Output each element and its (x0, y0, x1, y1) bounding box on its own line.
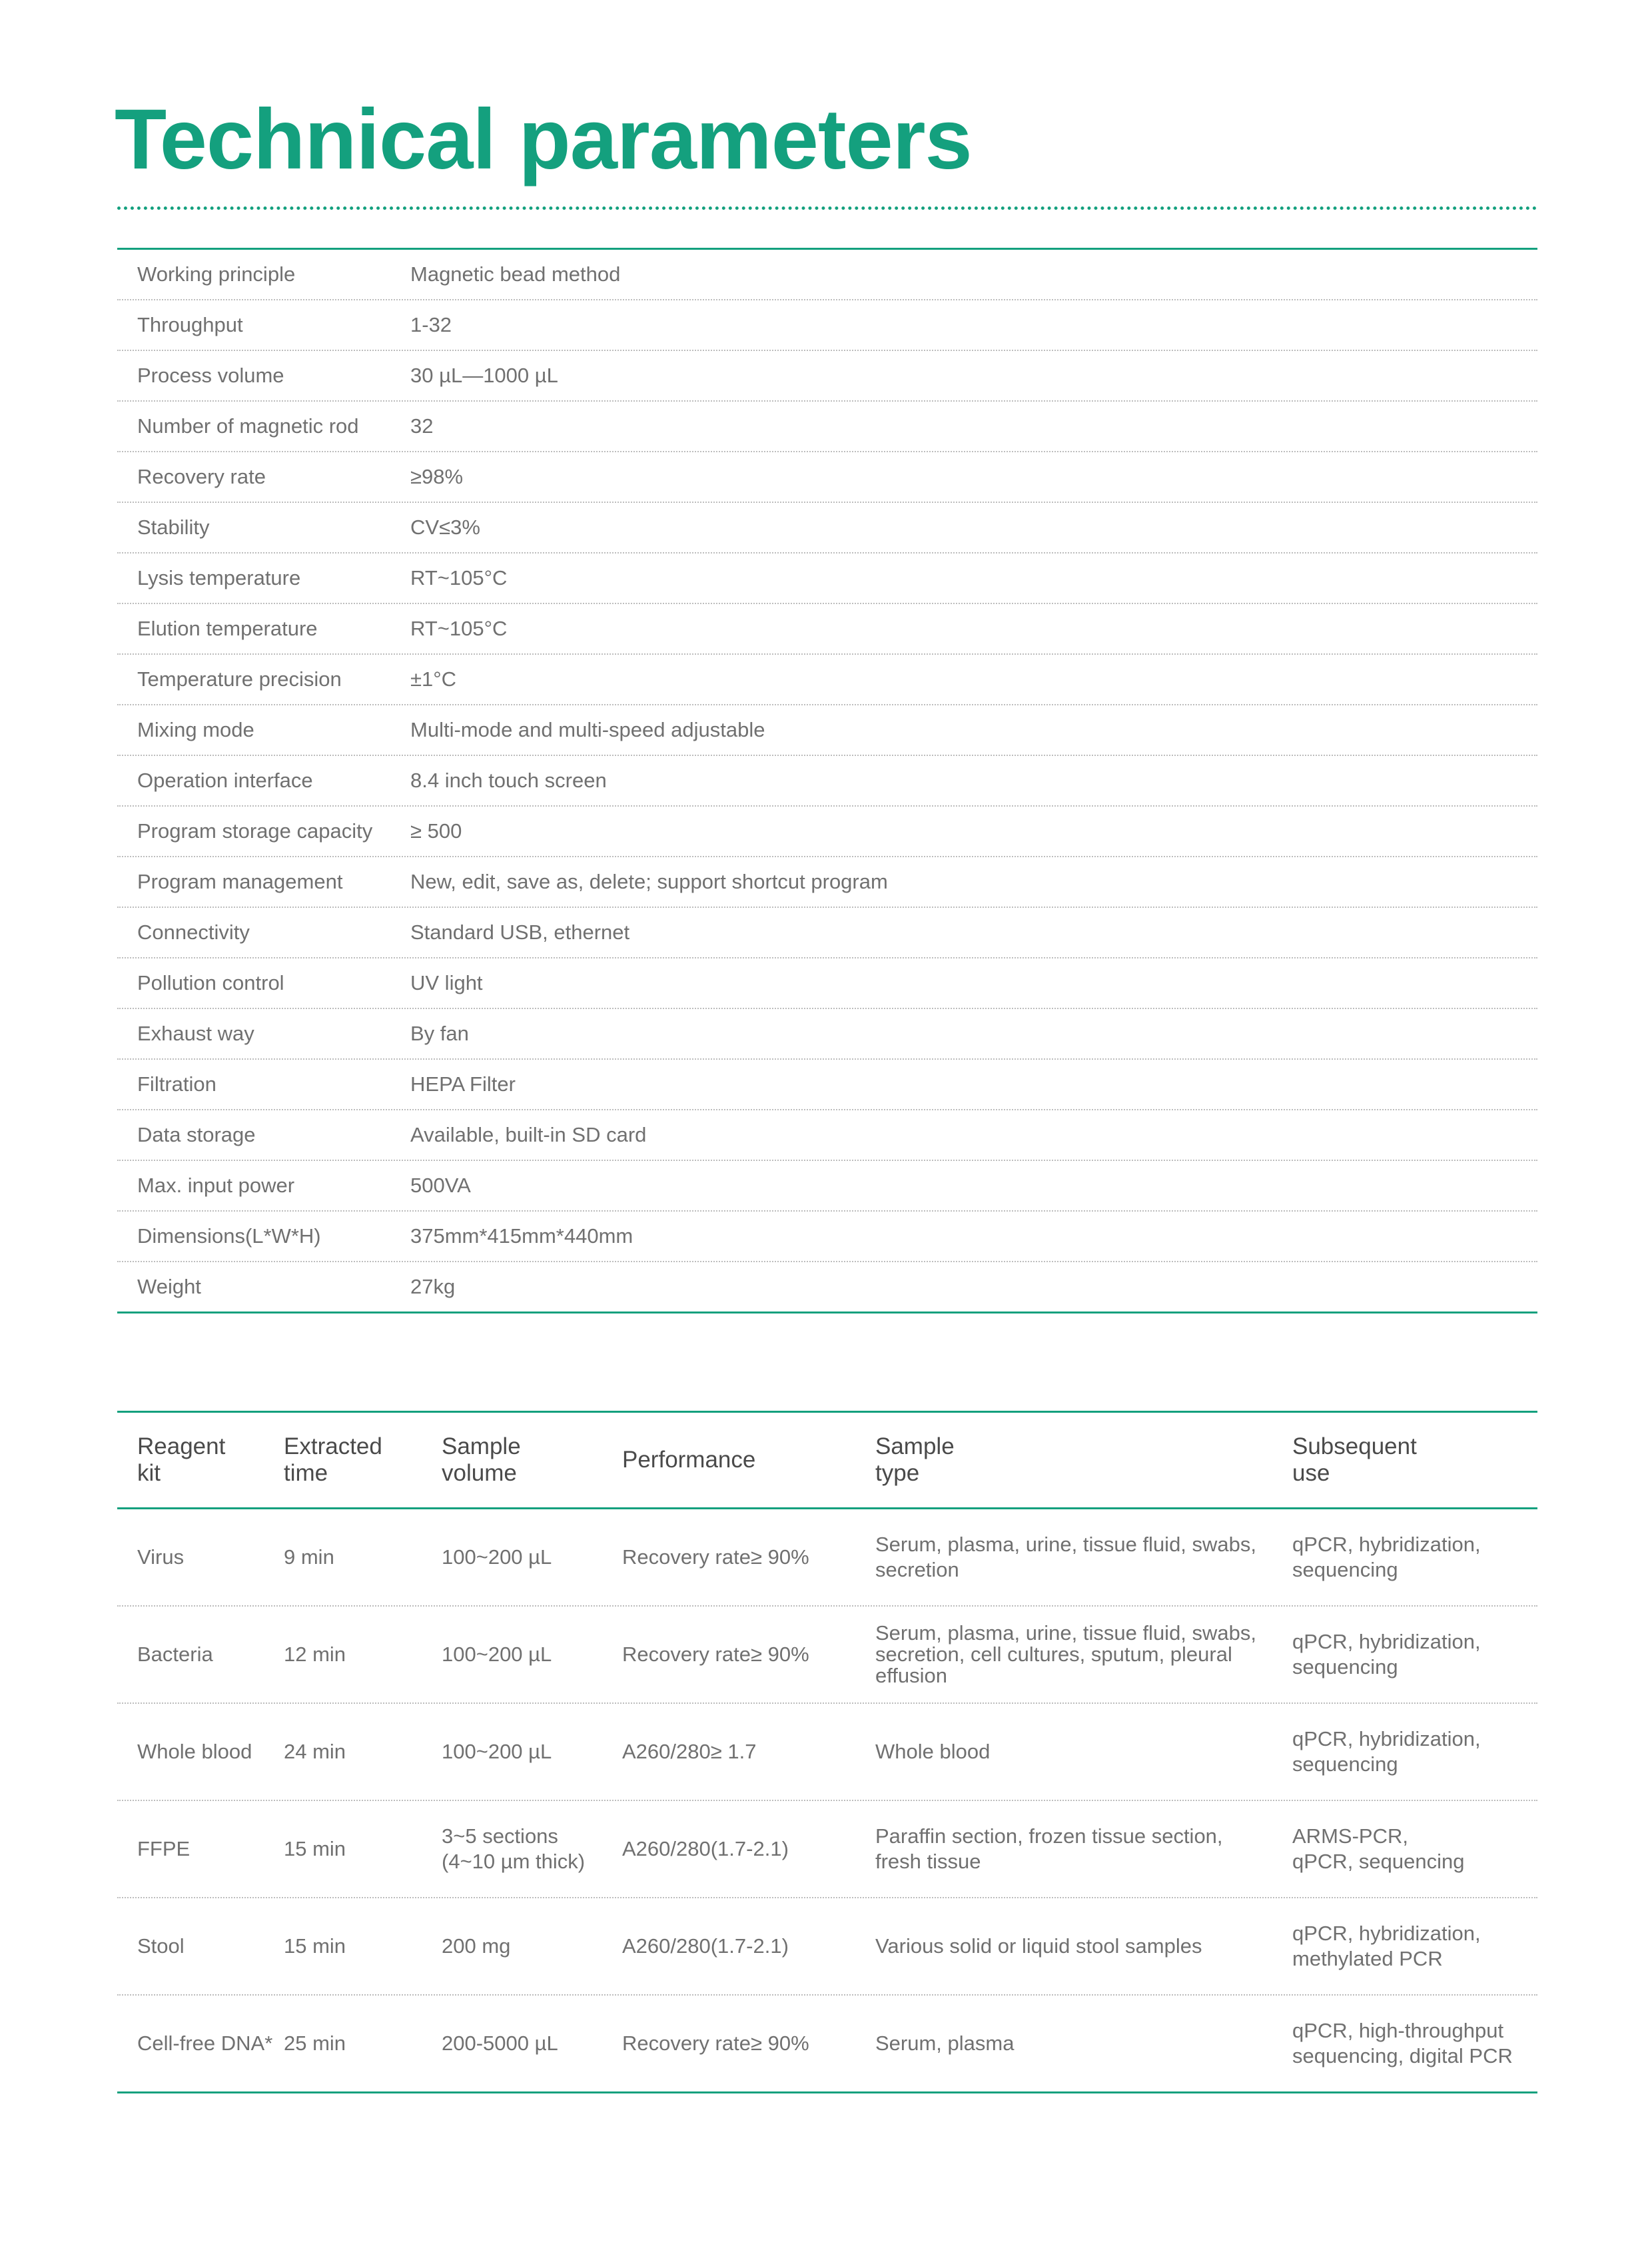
spec-value: 500VA (410, 1174, 471, 1197)
table-row (117, 1704, 1537, 1801)
table-row (117, 1996, 1537, 2091)
spec-value: RT~105°C (410, 566, 508, 589)
cell-sample-volume: 200-5000 µL (442, 2032, 558, 2055)
spec-label: Operation interface (137, 769, 313, 792)
header-sample-volume: Sample volume (442, 1433, 521, 1486)
spec-row (117, 554, 1537, 604)
spec-value: HEPA Filter (410, 1072, 516, 1096)
cell-reagent-kit: Virus (137, 1545, 185, 1569)
spec-label: Process volume (137, 364, 284, 387)
cell-reagent-kit: Whole blood (137, 1740, 252, 1763)
spec-row (117, 1262, 1537, 1311)
spec-label: Connectivity (137, 921, 250, 944)
cell-sample-volume: 3~5 sections (4~10 µm thick) (442, 1824, 586, 1873)
spec-row (117, 1161, 1537, 1212)
cell-sample-volume: 100~200 µL (442, 1545, 552, 1569)
cell-extracted-time: 12 min (284, 1643, 346, 1666)
cell-sample-type: Whole blood (875, 1740, 991, 1763)
spec-value: New, edit, save as, delete; support shortcut program (410, 870, 888, 893)
spec-row (117, 756, 1537, 807)
cell-extracted-time: 9 min (284, 1545, 334, 1569)
cell-performance: Recovery rate≥ 90% (622, 1545, 809, 1569)
spec-label: Program management (137, 870, 343, 893)
spec-row (117, 1212, 1537, 1262)
table-row (117, 1607, 1537, 1704)
spec-row (117, 908, 1537, 958)
spec-value: 375mm*415mm*440mm (410, 1224, 633, 1248)
cell-subsequent-use: qPCR, hybridization, sequencing (1292, 1533, 1481, 1581)
header-subsequent-use: Subsequent use (1292, 1433, 1417, 1486)
spec-value: 8.4 inch touch screen (410, 769, 607, 792)
spec-row (117, 655, 1537, 705)
spec-row (117, 503, 1537, 554)
spec-row (117, 250, 1537, 300)
spec-value: ≥ 500 (410, 819, 462, 843)
cell-subsequent-use: qPCR, hybridization, sequencing (1292, 1630, 1481, 1679)
table-row (117, 1898, 1537, 1996)
spec-value: ±1°C (410, 667, 457, 691)
spec-row (117, 452, 1537, 503)
spec-label: Lysis temperature (137, 566, 301, 589)
cell-subsequent-use: qPCR, hybridization, methylated PCR (1292, 1922, 1481, 1970)
header-performance: Performance (622, 1447, 756, 1473)
spec-row (117, 958, 1537, 1009)
cell-performance: Recovery rate≥ 90% (622, 1643, 809, 1666)
spec-label: Dimensions(L*W*H) (137, 1224, 321, 1248)
spec-label: Working principle (137, 262, 296, 286)
cell-sample-type: Serum, plasma (875, 2032, 1015, 2055)
spec-row (117, 1060, 1537, 1110)
spec-value: UV light (410, 971, 483, 994)
spec-label: Mixing mode (137, 718, 254, 741)
spec-row (117, 807, 1537, 857)
cell-reagent-kit: Cell-free DNA* (137, 2032, 273, 2055)
spec-label: Filtration (137, 1072, 216, 1096)
cell-extracted-time: 15 min (284, 1934, 346, 1958)
cell-reagent-kit: Stool (137, 1934, 185, 1958)
cell-subsequent-use: qPCR, high-throughput sequencing, digital PCR (1292, 2019, 1513, 2067)
reagent-kit-table (117, 1411, 1537, 2093)
spec-table (117, 248, 1537, 1313)
cell-sample-volume: 100~200 µL (442, 1643, 552, 1666)
cell-extracted-time: 25 min (284, 2032, 346, 2055)
spec-label: Exhaust way (137, 1022, 254, 1045)
cell-subsequent-use: qPCR, hybridization, sequencing (1292, 1727, 1481, 1776)
spec-label: Program storage capacity (137, 819, 373, 843)
cell-sample-type: Serum, plasma, urine, tissue fluid, swabs, secretion (875, 1533, 1257, 1581)
header-extracted-time: Extracted time (284, 1433, 382, 1486)
spec-label: Temperature precision (137, 667, 342, 691)
cell-sample-type: Serum, plasma, urine, tissue fluid, swabs, secretion, cell cultures, sputum, pleural effusion (875, 1621, 1257, 1687)
table-row (117, 1509, 1537, 1607)
spec-label: Number of magnetic rod (137, 414, 359, 438)
spec-row (117, 1110, 1537, 1161)
cell-sample-type: Various solid or liquid stool samples (875, 1934, 1202, 1958)
cell-performance: Recovery rate≥ 90% (622, 2032, 809, 2055)
spec-value: Multi-mode and multi-speed adjustable (410, 718, 765, 741)
cell-performance: A260/280(1.7-2.1) (622, 1837, 789, 1860)
spec-value: 30 µL—1000 µL (410, 364, 558, 387)
spec-label: Pollution control (137, 971, 284, 994)
cell-performance: A260/280(1.7-2.1) (622, 1934, 789, 1958)
spec-row (117, 402, 1537, 452)
spec-value: Available, built-in SD card (410, 1123, 647, 1146)
spec-value: 1-32 (410, 313, 452, 336)
spec-value: ≥98% (410, 465, 464, 488)
spec-row (117, 1009, 1537, 1060)
cell-reagent-kit: Bacteria (137, 1643, 213, 1666)
spec-value: By fan (410, 1022, 469, 1045)
spec-row (117, 705, 1537, 756)
page-title: Technical parameters (115, 92, 972, 187)
cell-reagent-kit: FFPE (137, 1837, 191, 1860)
spec-row (117, 857, 1537, 908)
cell-sample-type: Paraffin section, frozen tissue section, fresh tissue (875, 1824, 1223, 1873)
cell-extracted-time: 24 min (284, 1740, 346, 1763)
header-reagent-kit: Reagent kit (137, 1433, 226, 1486)
cell-sample-volume: 200 mg (442, 1934, 511, 1958)
spec-value: 32 (410, 414, 434, 438)
spec-value: 27kg (410, 1275, 456, 1298)
title-dotted-divider (117, 206, 1537, 210)
spec-row (117, 604, 1537, 655)
table-header-row (117, 1413, 1537, 1509)
spec-label: Throughput (137, 313, 243, 336)
spec-label: Stability (137, 516, 210, 539)
spec-label: Elution temperature (137, 617, 318, 640)
table-row (117, 1801, 1537, 1898)
spec-row (117, 300, 1537, 351)
spec-label: Max. input power (137, 1174, 295, 1197)
cell-performance: A260/280≥ 1.7 (622, 1740, 757, 1763)
spec-value: CV≤3% (410, 516, 480, 539)
spec-label: Recovery rate (137, 465, 266, 488)
spec-label: Data storage (137, 1123, 256, 1146)
spec-value: Magnetic bead method (410, 262, 621, 286)
cell-sample-volume: 100~200 µL (442, 1740, 552, 1763)
spec-row (117, 351, 1537, 402)
spec-value: RT~105°C (410, 617, 508, 640)
cell-extracted-time: 15 min (284, 1837, 346, 1860)
cell-subsequent-use: ARMS-PCR, qPCR, sequencing (1292, 1824, 1465, 1873)
spec-value: Standard USB, ethernet (410, 921, 630, 944)
spec-label: Weight (137, 1275, 201, 1298)
header-sample-type: Sample type (875, 1433, 955, 1486)
